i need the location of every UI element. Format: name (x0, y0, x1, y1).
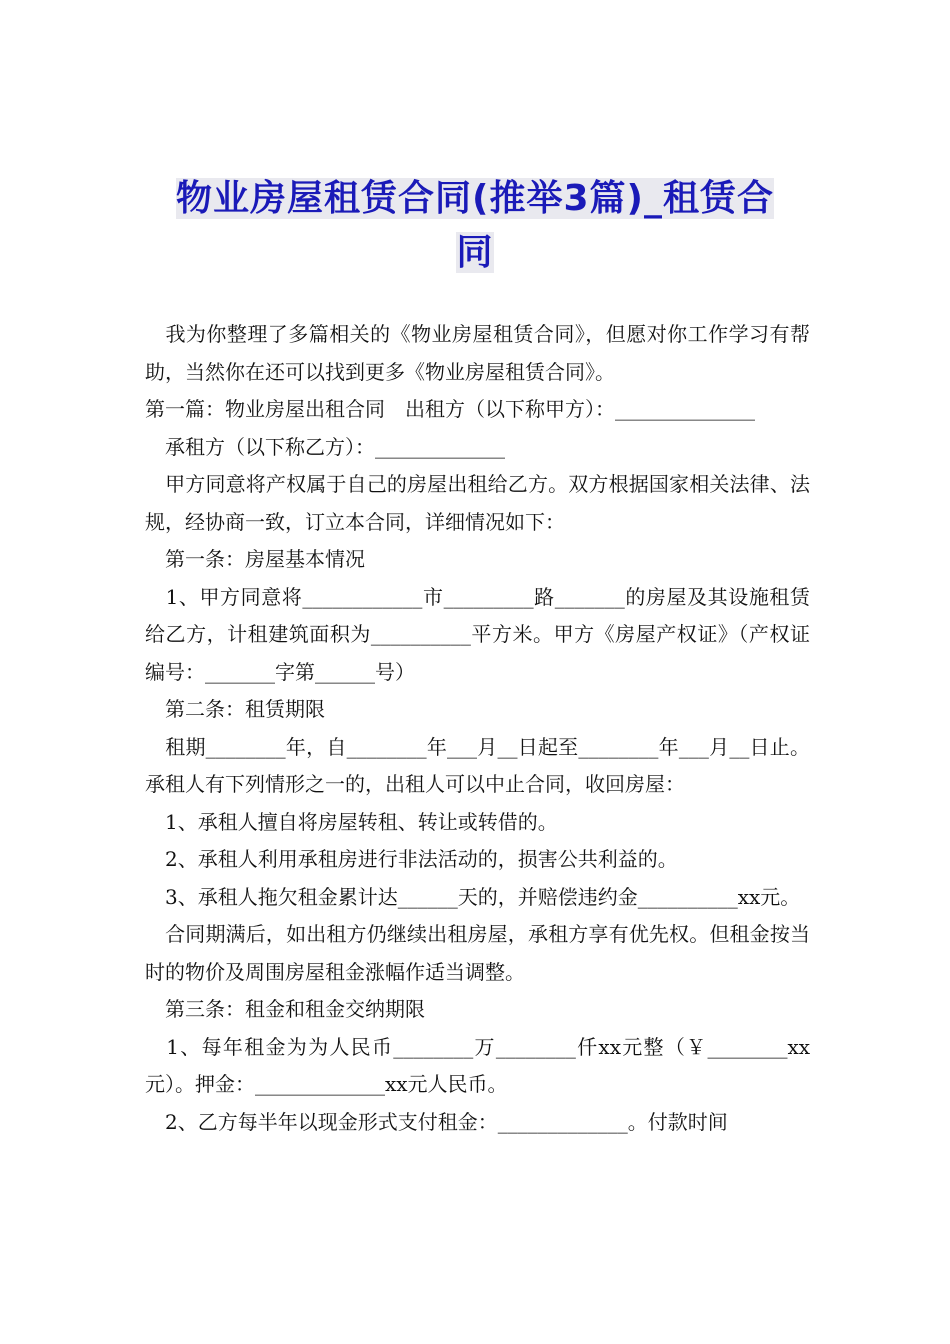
paragraph-rent-item-2: 2、乙方每半年以现金形式支付租金：_____________。付款时间 (145, 1109, 728, 1134)
paragraph-intro: 我为你整理了多篇相关的《物业房屋租赁合同》，但愿对你工作学习有帮助，当然你在还可以找到更多《物业房屋租赁合同》。 (145, 322, 810, 384)
paragraph-term-item-1: 1、承租人擅自将房屋转租、转让或转借的。 (145, 809, 558, 834)
paragraph-lessee: 承租方（以下称乙方）：_____________ (145, 434, 505, 459)
paragraph-article-2-heading: 第二条：租赁期限 (145, 697, 325, 721)
paragraph-rent-item-1: 1、每年租金为为人民币________万________仟xx元整（￥________xx元）。押金：_____________xx元人民币。 (145, 1034, 810, 1096)
paragraph-article-1-item-1: 1、甲方同意将____________市_________路_______的房屋及其设施租赁给乙方，计租建筑面积为__________平方米。甲方《房屋产权证》（产权证编号：_______字第______号） (145, 584, 810, 684)
paragraph-agreement: 甲方同意将产权属于自己的房屋出租给乙方。双方根据国家相关法律、法规，经协商一致，订立本合同，详细情况如下： (145, 472, 810, 534)
paragraph-article-3-heading: 第三条：租金和租金交纳期限 (145, 997, 425, 1021)
document-body (145, 316, 810, 1141)
paragraph-lessor: 第一篇：物业房屋出租合同 出租方（以下称甲方）：______________ (145, 397, 755, 421)
document-title-text: 物业房屋租赁合同(推举3篇)_租赁合同 (176, 178, 774, 273)
document-title (160, 172, 790, 280)
paragraph-term-item-3: 3、承租人拖欠租金累计达______天的，并赔偿违约金__________xx元。 (145, 884, 801, 909)
paragraph-renewal: 合同期满后，如出租方仍继续出租房屋，承租方享有优先权。但租金按当时的物价及周围房屋租金涨幅作适当调整。 (145, 922, 810, 984)
paragraph-article-1-heading: 第一条：房屋基本情况 (145, 547, 365, 571)
paragraph-term-item-2: 2、承租人利用承租房进行非法活动的，损害公共利益的。 (145, 847, 678, 871)
paragraph-lease-term: 租期________年，自________年___月__日起至________年___月__日止。承租人有下列情形之一的，出租人可以中止合同，收回房屋： (145, 734, 810, 796)
